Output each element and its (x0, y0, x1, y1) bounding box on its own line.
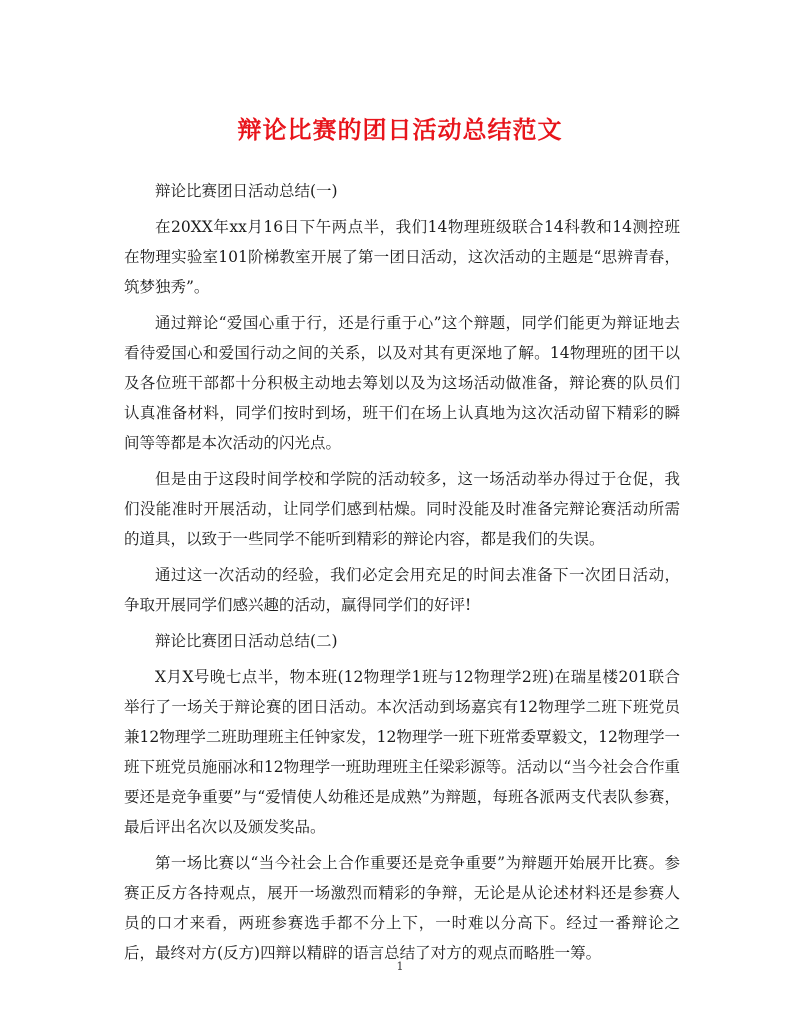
section-heading-2: 辩论比赛团日活动总结(二) (155, 632, 338, 650)
page-number: 1 (396, 960, 404, 973)
paragraph: 但是由于这段时间学校和学院的活动较多，这一场活动举办得过于仓促，我们没能准时开展活动，让同学们感到枯燥。同时没能及时准备完辩论赛活动所需的道具，以致于一些同学不能听到精彩的辩论内容，都是我们的失误。 (124, 470, 680, 548)
paragraph: 通过这一次活动的经验，我们必定会用充足的时间去准备下一次团日活动，争取开展同学们感兴趣的活动，赢得同学们的好评! (124, 566, 680, 614)
section-heading-1: 辩论比赛团日活动总结(一) (155, 182, 338, 200)
page-title: 辩论比赛的团日活动总结范文 (237, 115, 563, 144)
paragraph: 在20XX年xx月16日下午两点半，我们14物理班级联合14科教和14测控班在物理实验室101阶梯教室开展了第一团日活动，这次活动的主题是“思辨青春，筑梦独秀”。 (124, 218, 680, 296)
paragraph: X月X号晚七点半，物本班(12物理学1班与12物理学2班)在瑞星楼201联合举行了一场关于辩论赛的团日活动。本次活动到场嘉宾有12物理学二班下班党员兼12物理学二班助理班主任钟家发，12物理学一班下班常委覃毅文，12物理学一班下班党员施丽冰和12物理学一班助理班主任梁彩源等。活动以“当今社会合作重要还是竞争重要”与“爱情使人幼稚还是成熟”为辩题，每班各派两支代表队参赛，最后评出名次以及颁发奖品。 (124, 668, 680, 836)
paragraph: 通过辩论“爱国心重于行，还是行重于心”这个辩题，同学们能更为辩证地去看待爱国心和爱国行动之间的关系，以及对其有更深地了解。14物理班的团干以及各位班干部都十分积极主动地去筹划以及为这场活动做准备，辩论赛的队员们认真准备材料，同学们按时到场，班干们在场上认真地为这次活动留下精彩的瞬间等等都是本次活动的闪光点。 (124, 314, 680, 452)
document-body (124, 176, 680, 974)
paragraph: 第一场比赛以“当今社会上合作重要还是竞争重要”为辩题开始展开比赛。参赛正反方各持观点，展开一场激烈而精彩的争辩，无论是从论述材料还是参赛人员的口才来看，两班参赛选手都不分上下，一时难以分高下。经过一番辩论之后，最终对方(反方)四辩以精辟的语言总结了对方的观点而略胜一筹。 (124, 854, 680, 962)
